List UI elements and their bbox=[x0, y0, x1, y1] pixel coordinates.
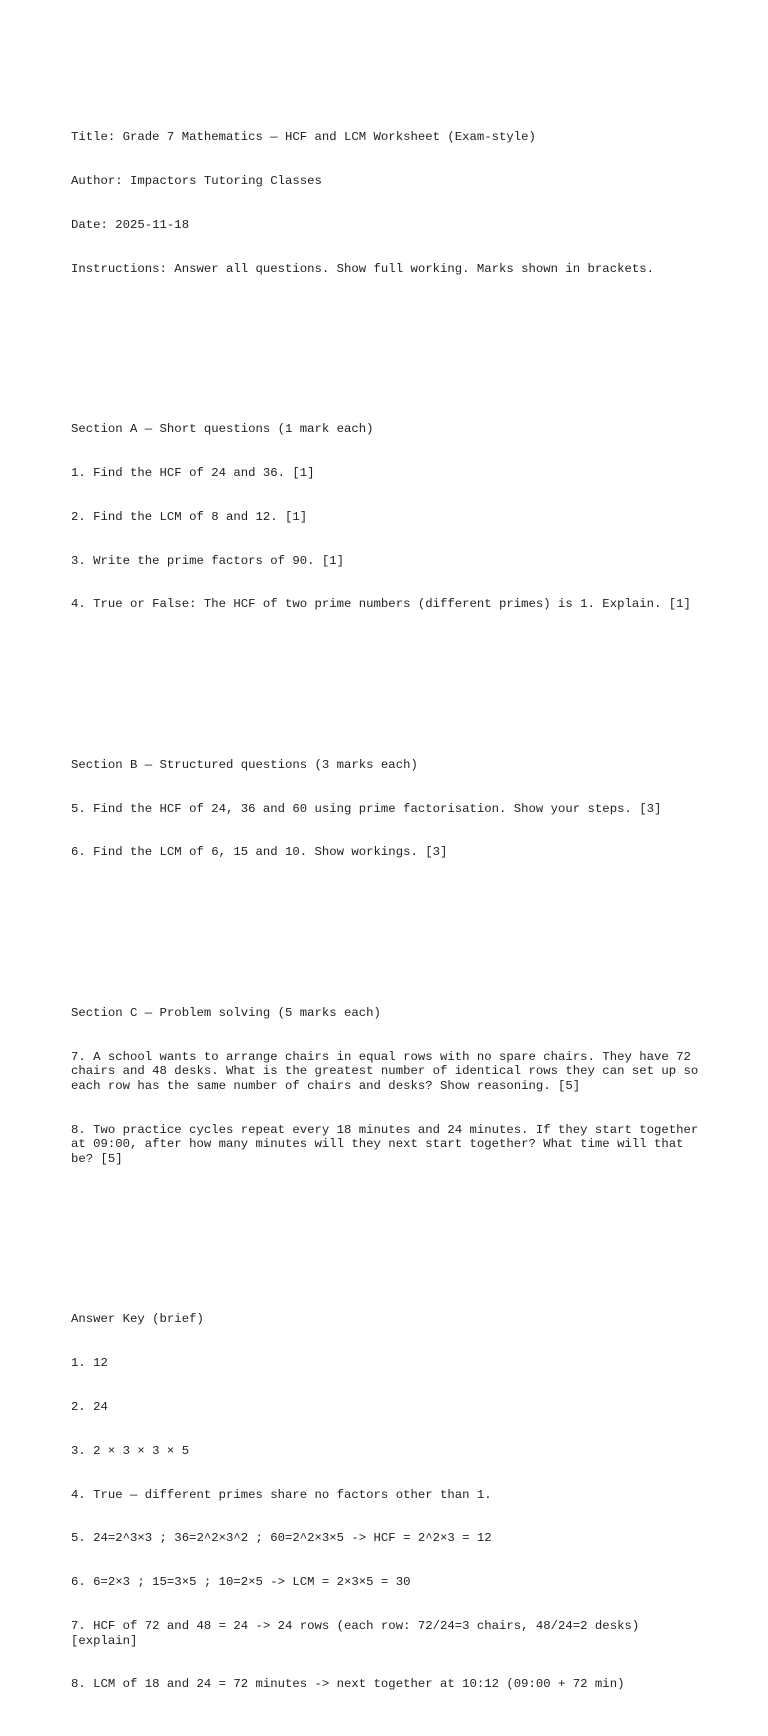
worksheet-instructions: Instructions: Answer all questions. Show full working. Marks shown in brackets. bbox=[71, 261, 654, 276]
section-b-heading: Section B — Structured questions (3 marks each) bbox=[71, 757, 418, 772]
spacer bbox=[71, 670, 711, 685]
question-3: 3. Write the prime factors of 90. [1] bbox=[71, 553, 345, 568]
answer-1: 1. 12 bbox=[71, 1356, 108, 1371]
question-4: 4. True or False: The HCF of two prime numbers (different primes) is 1. Explain. [1] bbox=[71, 597, 691, 612]
worksheet-author: Author: Impactors Tutoring Classes bbox=[71, 174, 322, 189]
section-b bbox=[71, 729, 711, 890]
answer-6: 6. 6=2×3 ; 15=3×5 ; 10=2×5 -> LCM = 2×3×5 = 30 bbox=[71, 1575, 411, 1590]
answer-8: 8. LCM of 18 and 24 = 72 minutes -> next together at 10:12 (09:00 + 72 min) bbox=[71, 1677, 625, 1692]
question-2: 2. Find the LCM of 8 and 12. [1] bbox=[71, 509, 308, 524]
answer-key-heading: Answer Key (brief) bbox=[71, 1312, 204, 1327]
worksheet-date: Date: 2025-11-18 bbox=[71, 217, 190, 232]
worksheet-title: Title: Grade 7 Mathematics — HCF and LCM Worksheet (Exam-style) bbox=[71, 130, 536, 145]
spacer bbox=[71, 1225, 711, 1240]
question-7: 7. A school wants to arrange chairs in equal rows with no spare chairs. They have 72 chairs and 48 desks. What is the greatest number of identical rows they can set up so each row has the same number of chairs and desks? Show reasoning. [5] bbox=[71, 1049, 706, 1093]
spacer bbox=[71, 335, 711, 350]
section-c bbox=[71, 977, 711, 1196]
answer-2: 2. 24 bbox=[71, 1400, 108, 1415]
question-6: 6. Find the LCM of 6, 15 and 10. Show workings. [3] bbox=[71, 845, 448, 860]
question-1: 1. Find the HCF of 24 and 36. [1] bbox=[71, 466, 315, 481]
section-a bbox=[71, 393, 711, 641]
section-c-heading: Section C — Problem solving (5 marks each) bbox=[71, 1006, 381, 1020]
answer-3: 3. 2 × 3 × 3 × 5 bbox=[71, 1443, 190, 1458]
answer-key bbox=[71, 1283, 711, 1721]
worksheet-document bbox=[71, 72, 711, 1736]
spacer bbox=[71, 918, 711, 933]
question-5: 5. Find the HCF of 24, 36 and 60 using prime factorisation. Show your steps. [3] bbox=[71, 801, 662, 816]
answer-7: 7. HCF of 72 and 48 = 24 -> 24 rows (each row: 72/24=3 chairs, 48/24=2 desks) [explain] bbox=[71, 1618, 647, 1648]
answer-5: 5. 24=2^3×3 ; 36=2^2×3^2 ; 60=2^2×3×5 -> HCF = 2^2×3 = 12 bbox=[71, 1531, 492, 1546]
header-block bbox=[71, 101, 711, 305]
question-8: 8. Two practice cycles repeat every 18 minutes and 24 minutes. If they start together at 09:00, after how many minutes will they next start together? What time will that be? [5] bbox=[71, 1122, 706, 1166]
section-a-heading: Section A — Short questions (1 mark each) bbox=[71, 422, 374, 437]
answer-4: 4. True — different primes share no factors other than 1. bbox=[71, 1487, 492, 1502]
